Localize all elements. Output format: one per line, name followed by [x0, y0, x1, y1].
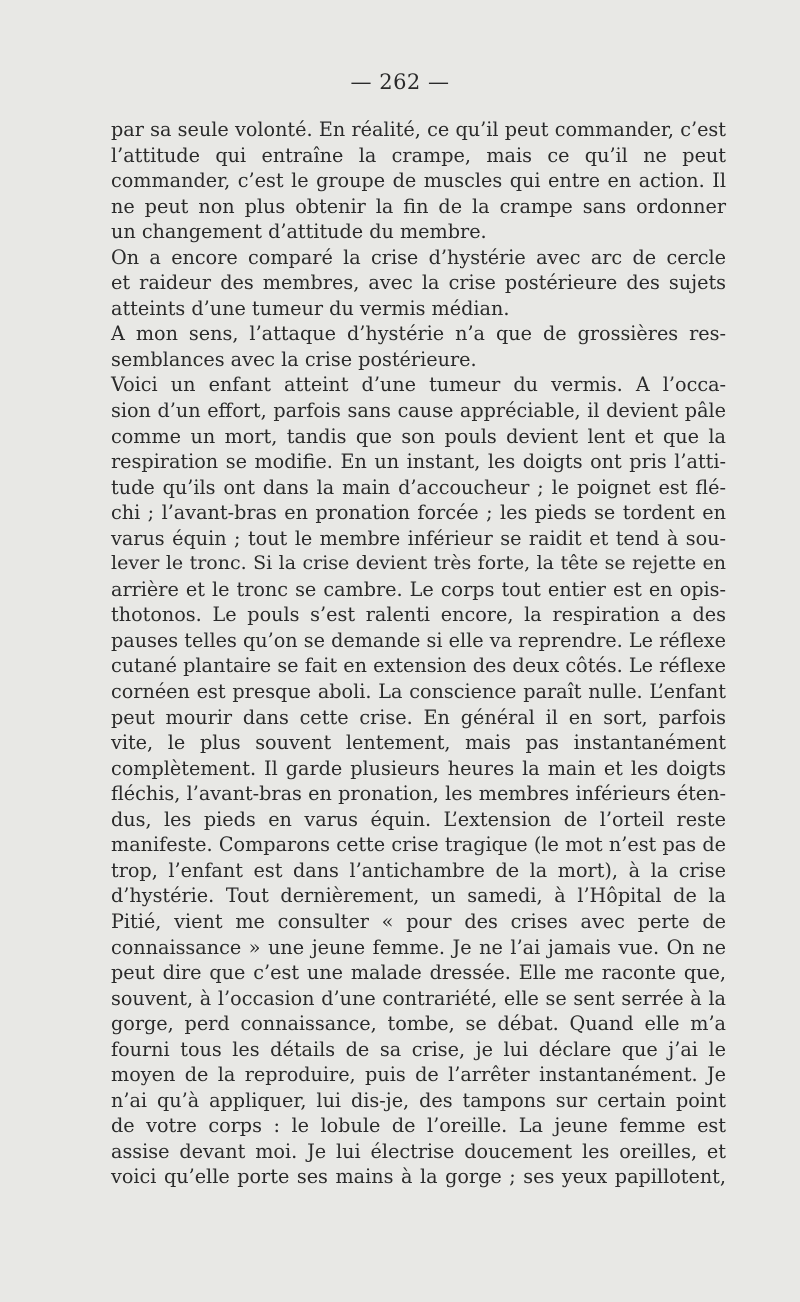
text-line: On a encore comparé la crise d’hystérie avec arc de cercle — [111, 245, 726, 269]
text-line: un changement d’attitude du membre. — [111, 220, 487, 244]
text-line: et raideur des membres, avec la crise postérieure des sujets — [111, 271, 726, 295]
text-line: manifeste. Comparons cette crise tragique (le mot n’est pas de — [111, 833, 726, 857]
text-line: vite, le plus souvent lentement, mais pas instantanément — [111, 731, 726, 755]
text-line: Voici un enfant atteint d’une tumeur du vermis. A l’occa- — [111, 373, 726, 397]
text-line: n’ai qu’à appliquer, lui dis-je, des tampons sur certain point — [111, 1088, 726, 1112]
page-number: — 262 — — [350, 70, 450, 94]
text-line: connaissance » une jeune femme. Je ne l’ai jamais vue. On ne — [111, 935, 726, 959]
text-line: arrière et le tronc se cambre. Le corps tout entier est en opis- — [111, 577, 726, 601]
text-line: cornéen est presque aboli. La conscience paraît nulle. L’enfant — [111, 680, 726, 704]
text-line: peut mourir dans cette crise. En général il en sort, parfois — [111, 705, 726, 729]
text-line: fléchis, l’avant-bras en pronation, les membres inférieurs éten- — [111, 782, 726, 806]
text-line: gorge, perd connaissance, tombe, se débat. Quand elle m’a — [111, 1012, 726, 1036]
text-line: dus, les pieds en varus équin. L’extension de l’orteil reste — [111, 807, 726, 831]
text-line: varus équin ; tout le membre inférieur se raidit et tend à sou- — [111, 526, 726, 550]
text-line: comme un mort, tandis que son pouls devient lent et que la — [111, 424, 726, 448]
text-line: l’attitude qui entraîne la crampe, mais ce qu’il ne peut — [111, 143, 726, 167]
text-line: fourni tous les détails de sa crise, je lui déclare que j’ai le — [111, 1037, 726, 1061]
text-line: de votre corps : le lobule de l’oreille. La jeune femme est — [111, 1114, 726, 1138]
text-line: d’hystérie. Tout dernièrement, un samedi, à l’Hôpital de la — [111, 884, 726, 908]
text-line: voici qu’elle porte ses mains à la gorge ; ses yeux papillotent, — [111, 1165, 726, 1189]
text-line: sion d’un effort, parfois sans cause appréciable, il devient pâle — [111, 399, 726, 423]
text-line: ne peut non plus obtenir la fin de la crampe sans ordonner — [111, 194, 726, 218]
text-line: atteints d’une tumeur du vermis médian. — [111, 296, 510, 320]
text-line: tude qu’ils ont dans la main d’accoucheur ; le poignet est flé- — [111, 475, 726, 499]
text-line: cutané plantaire se fait en extension des deux côtés. Le réflexe — [111, 654, 726, 678]
text-line: respiration se modifie. En un instant, les doigts ont pris l’atti- — [111, 450, 726, 474]
body-text — [111, 117, 726, 1190]
text-line: souvent, à l’occasion d’une contrariété, elle se sent serrée à la — [111, 986, 726, 1010]
text-line: semblances avec la crise postérieure. — [111, 347, 477, 371]
text-line: peut dire que c’est une malade dressée. Elle me raconte que, — [111, 961, 726, 985]
text-line: assise devant moi. Je lui électrise doucement les oreilles, et — [111, 1139, 726, 1163]
text-line: chi ; l’avant-bras en pronation forcée ; les pieds se tordent en — [111, 501, 726, 525]
text-line: thotonos. Le pouls s’est ralenti encore, la respiration a des — [111, 603, 726, 627]
text-line: complètement. Il garde plusieurs heures la main et les doigts — [111, 756, 726, 780]
text-line: pauses telles qu’on se demande si elle va reprendre. Le réflexe — [111, 628, 726, 652]
text-line: par sa seule volonté. En réalité, ce qu’il peut commander, c’est — [111, 118, 726, 141]
text-line: lever le tronc. Si la crise devient très forte, la tête se rejette en — [111, 552, 726, 575]
text-line: Pitié, vient me consulter « pour des crises avec perte de — [111, 909, 726, 933]
text-line: commander, c’est le groupe de muscles qui entre en action. Il — [111, 169, 726, 193]
text-line: moyen de la reproduire, puis de l’arrêter instantanément. Je — [111, 1063, 726, 1087]
text-line: trop, l’enfant est dans l’antichambre de la mort), à la crise — [111, 858, 726, 882]
text-line: A mon sens, l’attaque d’hystérie n’a que de grossières res- — [111, 322, 726, 346]
